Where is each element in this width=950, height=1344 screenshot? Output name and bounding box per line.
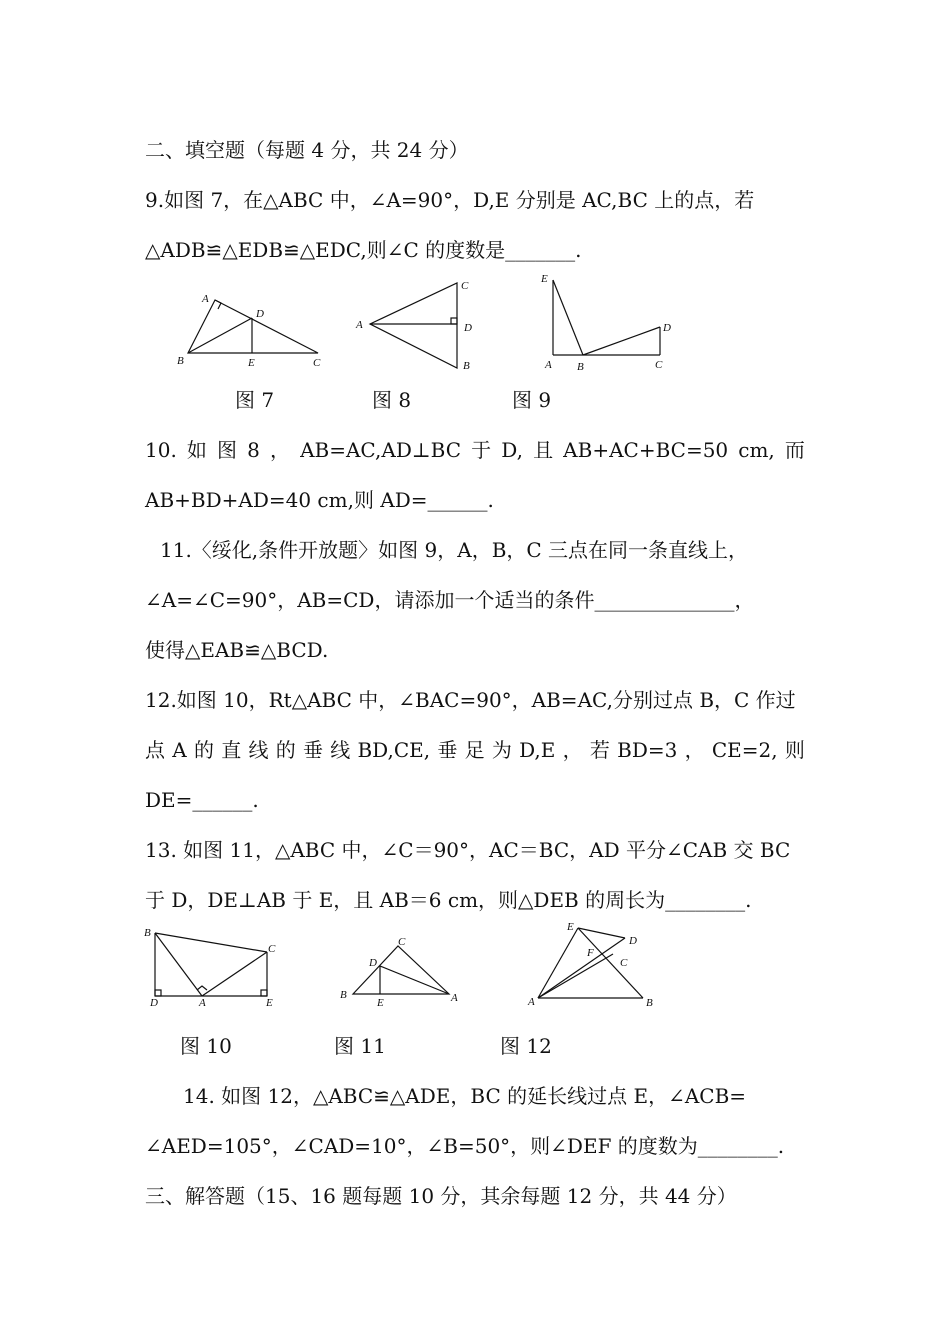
q13-line1: 13. 如图 11，△ABC 中，∠C＝90°，AC＝BC，AD 平分∠CAB 交 BC [145, 838, 791, 862]
fig12-caption: 图 12 [500, 1034, 552, 1058]
fig10-label-e: E [266, 997, 273, 1009]
q14-line2: ∠AED=105°，∠CAD=10°，∠B=50°，则∠DEF 的度数为________. [145, 1134, 785, 1158]
fig7-label-b: B [177, 355, 184, 367]
q12-part: A [172, 738, 187, 762]
q10-part: AB+AC+BC=50 [563, 438, 729, 462]
q12-part: 则 [784, 738, 805, 762]
q10-part: ， [269, 438, 290, 462]
q9-line2: △ADB≌△EDB≌△EDC,则∠C 的度数是_______. [145, 238, 582, 262]
q10-part: 8 [247, 438, 260, 462]
fig10-label-b: B [144, 927, 151, 939]
fig9-label-b: B [577, 361, 584, 373]
q10-part: 于 [471, 438, 492, 462]
q12-part: 足 [464, 738, 485, 762]
q10-part: AB=AC,AD⊥BC [300, 438, 462, 462]
q12-part: BD=3 [617, 738, 678, 762]
fig9-label-a: A [545, 359, 552, 371]
fig9-label-e: E [541, 273, 548, 285]
q10-part: D, [501, 438, 523, 462]
q10-part: 而 [784, 438, 805, 462]
fig12-label-e: E [567, 921, 574, 933]
q12-part: BD,CE, [357, 738, 431, 762]
fig7-label-e: E [248, 357, 255, 369]
q12-part: ， [562, 738, 583, 762]
q12-line1: 12.如图 10，Rt△ABC 中，∠BAC=90°，AB=AC,分别过点 B，C 作过 [145, 688, 796, 712]
q12-part: 的 [193, 738, 214, 762]
fig8-label-c: C [461, 280, 469, 292]
fig12-label-a: A [528, 996, 535, 1008]
q11-line3: 使得△EAB≌△BCD. [145, 638, 329, 662]
fig12-label-f: F [587, 947, 594, 959]
fig12-label-c: C [620, 957, 628, 969]
section-title-answer: 三、解答题（15、16 题每题 10 分，其余每题 12 分，共 44 分） [145, 1184, 737, 1208]
fig11-label-d: D [369, 957, 377, 969]
q12-part: 为 [491, 738, 512, 762]
q10-line2: AB+BD+AD=40 cm,则 AD=______. [145, 488, 494, 512]
q12-part: 线 [330, 738, 351, 762]
q14-line1: 14. 如图 12，△ABC≌△ADE，BC 的延长线过点 E，∠ACB= [183, 1084, 747, 1108]
q12-part: ， [684, 738, 705, 762]
q13-line2: 于 D，DE⊥AB 于 E，且 AB＝6 cm，则△DEB 的周长为________. [145, 888, 752, 912]
q12-part: 垂 [437, 738, 458, 762]
fig9-label-c: C [655, 359, 663, 371]
q10-part: 10. [145, 438, 177, 462]
fig12-label-b: B [646, 997, 653, 1009]
q12-part: 若 [589, 738, 610, 762]
q12-part: 线 [248, 738, 269, 762]
q11-line2: ∠A=∠C=90°，AB=CD，请添加一个适当的条件______________， [145, 588, 755, 612]
fig8-label-a: A [356, 319, 363, 331]
q11-line1: 11.〈绥化,条件开放题〉如图 9，A，B，C 三点在同一条直线上， [160, 538, 749, 562]
fig11-caption: 图 11 [334, 1034, 386, 1058]
fig11-label-c: C [398, 936, 406, 948]
fig11-label-a: A [451, 992, 458, 1004]
fig9-label-d: D [663, 322, 671, 334]
fig7-label-a: A [202, 293, 209, 305]
fig7-label-c: C [313, 357, 321, 369]
q12-part: 垂 [302, 738, 323, 762]
fig10-caption: 图 10 [180, 1034, 232, 1058]
q12-part: D,E [519, 738, 556, 762]
fig11-label-e: E [377, 997, 384, 1009]
q10-part: 图 [217, 438, 238, 462]
q10-part: cm, [738, 438, 775, 462]
fig8-caption: 图 8 [372, 388, 412, 412]
fig8-label-d: D [464, 322, 472, 334]
q10-part: 如 [186, 438, 207, 462]
q12-line3: DE=______. [145, 788, 259, 812]
fig10-label-a: A [199, 997, 206, 1009]
q12-part: CE=2, [711, 738, 778, 762]
figure-11 [353, 946, 449, 994]
fig10-label-c: C [268, 943, 276, 955]
fig10-label-d: D [150, 997, 158, 1009]
section-title-fill-blank: 二、填空题（每题 4 分，共 24 分） [145, 138, 469, 162]
q9-line1: 9.如图 7，在△ABC 中，∠A=90°，D,E 分别是 AC,BC 上的点，若 [145, 188, 755, 212]
fig7-label-d: D [256, 308, 264, 320]
q12-part: 点 [145, 738, 165, 762]
figure-10 [155, 933, 267, 996]
fig11-label-b: B [340, 989, 347, 1001]
q12-part: 的 [275, 738, 296, 762]
fig8-label-b: B [463, 360, 470, 372]
q10-part: 且 [533, 438, 554, 462]
fig12-label-d: D [629, 935, 637, 947]
fig9-caption: 图 9 [512, 388, 552, 412]
fig7-caption: 图 7 [235, 388, 275, 412]
q12-part: 直 [221, 738, 242, 762]
